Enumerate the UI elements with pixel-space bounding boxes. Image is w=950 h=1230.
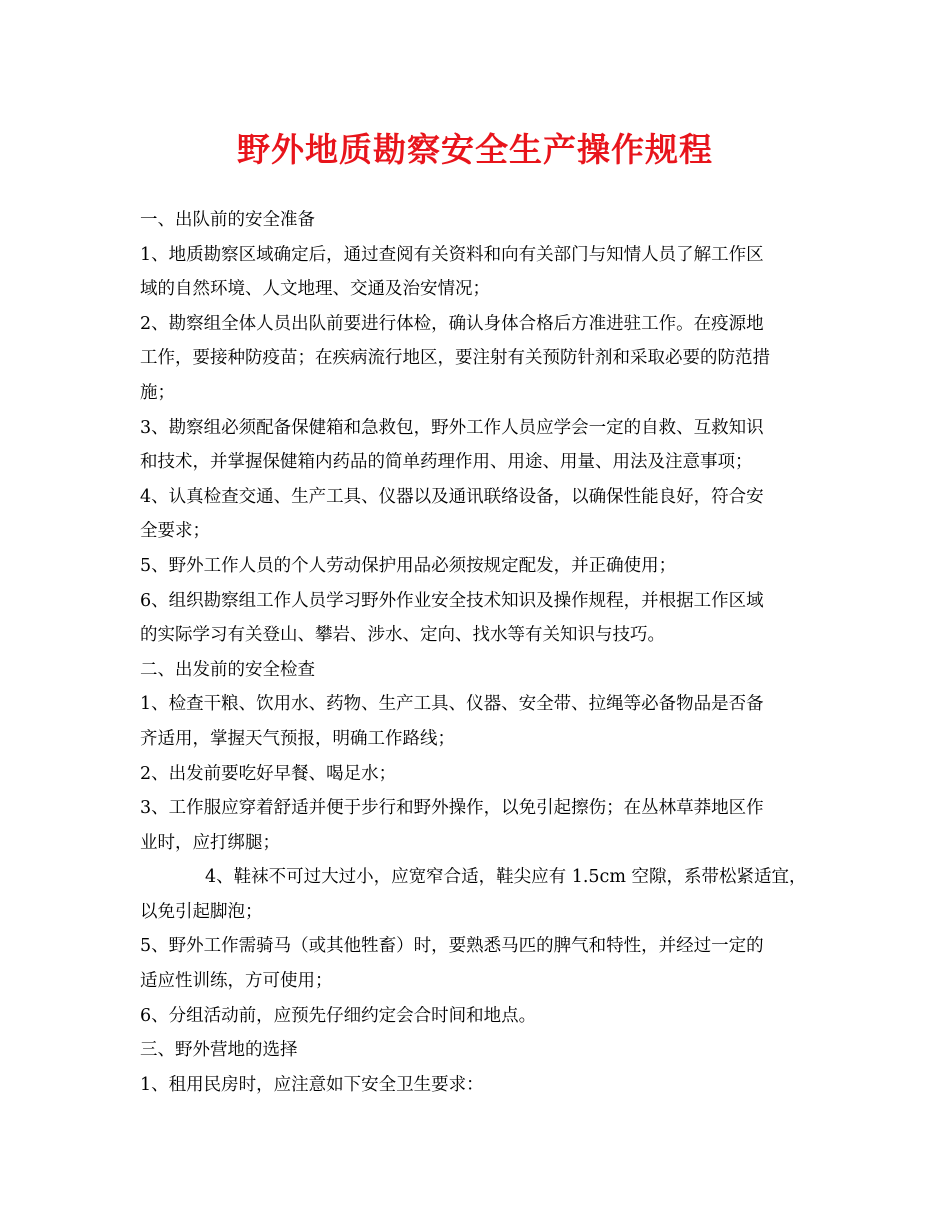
section-heading-2: 二、出发前的安全检查	[140, 659, 315, 680]
paragraph-line: 2、出发前要吃好早餐、喝足水；	[140, 763, 397, 784]
document-title: 野外地质勘察安全生产操作规程	[237, 130, 713, 169]
paragraph-line: 5、野外工作需骑马（或其他牲畜）时，要熟悉马匹的脾气和特性，并经过一定的	[140, 936, 764, 957]
paragraph-line: 业时，应打绑腿；	[140, 832, 280, 853]
paragraph-line: 的实际学习有关登山、攀岩、涉水、定向、找水等有关知识与技巧。	[140, 625, 665, 646]
paragraph-line: 6、组织勘察组工作人员学习野外作业安全技术知识及操作规程，并根据工作区域	[140, 590, 764, 611]
paragraph-line: 域的自然环境、人文地理、交通及治安情况；	[140, 279, 490, 300]
paragraph-line: 以免引起脚泡；	[140, 901, 263, 922]
paragraph-line: 和技术，并掌握保健箱内药品的简单药理作用、用途、用量、用法及注意事项；	[140, 452, 753, 473]
document-body	[140, 203, 840, 1102]
paragraph-line: 齐适用，掌握天气预报，明确工作路线；	[140, 728, 455, 749]
paragraph-line: 4、认真检查交通、生产工具、仪器以及通讯联络设备，以确保性能良好，符合安	[140, 486, 764, 507]
paragraph-line: 5、野外工作人员的个人劳动保护用品必须按规定配发，并正确使用；	[140, 555, 677, 576]
paragraph-line-indented: 4、鞋袜不可过大过小，应宽窄合适，鞋尖应有 1.5cm 空隙，系带松紧适宜，	[205, 867, 807, 888]
paragraph-line: 1、租用民房时，应注意如下安全卫生要求：	[140, 1074, 484, 1095]
paragraph-line: 全要求；	[140, 521, 210, 542]
paragraph-line: 3、工作服应穿着舒适并便于步行和野外操作，以免引起擦伤；在丛林草莽地区作	[140, 798, 764, 819]
paragraph-line: 施；	[140, 382, 175, 403]
paragraph-line: 6、分组活动前，应预先仔细约定会合时间和地点。	[140, 1005, 537, 1026]
section-heading-3: 三、野外营地的选择	[140, 1040, 298, 1061]
section-heading-1: 一、出队前的安全准备	[140, 210, 315, 230]
paragraph-line: 适应性训练，方可使用；	[140, 971, 333, 992]
paragraph-line: 1、地质勘察区域确定后，通过查阅有关资料和向有关部门与知情人员了解工作区	[140, 244, 764, 265]
paragraph-line: 2、勘察组全体人员出队前要进行体检，确认身体合格后方准进驻工作。在疫源地	[140, 313, 764, 334]
paragraph-line: 1、检查干粮、饮用水、药物、生产工具、仪器、安全带、拉绳等必备物品是否备	[140, 694, 764, 715]
paragraph-line: 3、勘察组必须配备保健箱和急救包，野外工作人员应学会一定的自救、互救知识	[140, 417, 764, 438]
paragraph-line: 工作，要接种防疫苗；在疾病流行地区，要注射有关预防针剂和采取必要的防范措	[140, 348, 770, 369]
